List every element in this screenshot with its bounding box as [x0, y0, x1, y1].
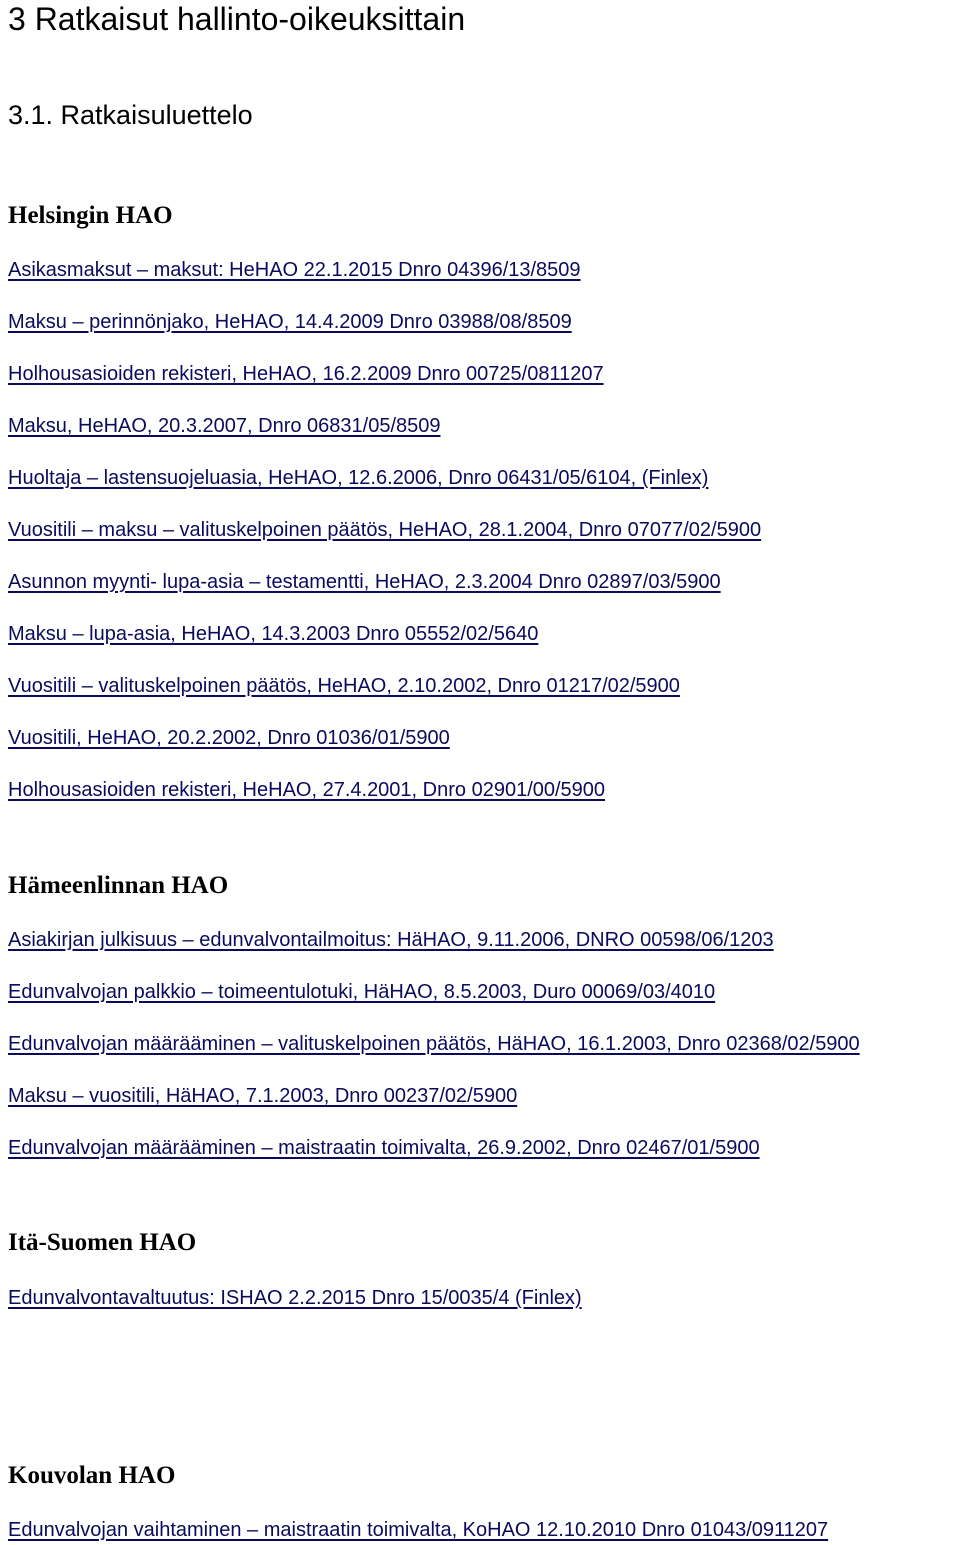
decision-link[interactable]: Maksu – vuositili, HäHAO, 7.1.2003, Dnro 00237/02/5900: [8, 1085, 518, 1107]
section-title: 3.1. Ratkaisuluettelo: [8, 100, 253, 130]
decision-link[interactable]: Holhousasioiden rekisteri, HeHAO, 16.2.2009 Dnro 00725/0811207: [8, 363, 604, 385]
court-heading: Kouvolan HAO: [8, 1462, 176, 1489]
decision-link[interactable]: Asunnon myynti- lupa-asia – testamentti, HeHAO, 2.3.2004 Dnro 02897/03/5900: [8, 571, 721, 593]
decision-link[interactable]: Maksu – lupa-asia, HeHAO, 14.3.2003 Dnro 05552/02/5640: [8, 623, 539, 645]
court-heading: Hämeenlinnan HAO: [8, 872, 229, 899]
decision-link[interactable]: Edunvalvojan palkkio – toimeentulotuki, HäHAO, 8.5.2003, Duro 00069/03/4010: [8, 981, 716, 1003]
decision-link[interactable]: Edunvalvojan määrääminen – valituskelpoinen päätös, HäHAO, 16.1.2003, Dnro 02368/02/5900: [8, 1033, 860, 1055]
decision-link[interactable]: Vuositili, HeHAO, 20.2.2002, Dnro 01036/01/5900: [8, 727, 450, 749]
decision-link[interactable]: Edunvalvojan määrääminen – maistraatin toimivalta, 26.9.2002, Dnro 02467/01/5900: [8, 1137, 760, 1159]
court-heading: Helsingin HAO: [8, 202, 173, 229]
court-heading: Itä-Suomen HAO: [8, 1229, 197, 1256]
page-title: 3 Ratkaisut hallinto-oikeuksittain: [8, 1, 466, 37]
decision-link[interactable]: Vuositili – maksu – valituskelpoinen päätös, HeHAO, 28.1.2004, Dnro 07077/02/5900: [8, 519, 762, 541]
decision-link[interactable]: Vuositili – valituskelpoinen päätös, HeHAO, 2.10.2002, Dnro 01217/02/5900: [8, 675, 680, 697]
decision-link[interactable]: Holhousasioiden rekisteri, HeHAO, 27.4.2001, Dnro 02901/00/5900: [8, 779, 606, 801]
decision-link[interactable]: Asikasmaksut – maksut: HeHAO 22.1.2015 Dnro 04396/13/8509: [8, 259, 581, 281]
decision-link[interactable]: Maksu – perinnönjako, HeHAO, 14.4.2009 Dnro 03988/08/8509: [8, 311, 572, 333]
decision-link[interactable]: Huoltaja – lastensuojeluasia, HeHAO, 12.6.2006, Dnro 06431/05/6104, (Finlex): [8, 467, 709, 489]
decision-link[interactable]: Maksu, HeHAO, 20.3.2007, Dnro 06831/05/8509: [8, 415, 441, 437]
decision-link[interactable]: Edunvalvojan vaihtaminen – maistraatin toimivalta, KoHAO 12.10.2010 Dnro 01043/0911207: [8, 1519, 829, 1541]
decision-link[interactable]: Edunvalvontavaltuutus: ISHAO 2.2.2015 Dnro 15/0035/4 (Finlex): [8, 1287, 582, 1309]
decision-link[interactable]: Asiakirjan julkisuus – edunvalvontailmoitus: HäHAO, 9.11.2006, DNRO 00598/06/1203: [8, 929, 774, 951]
